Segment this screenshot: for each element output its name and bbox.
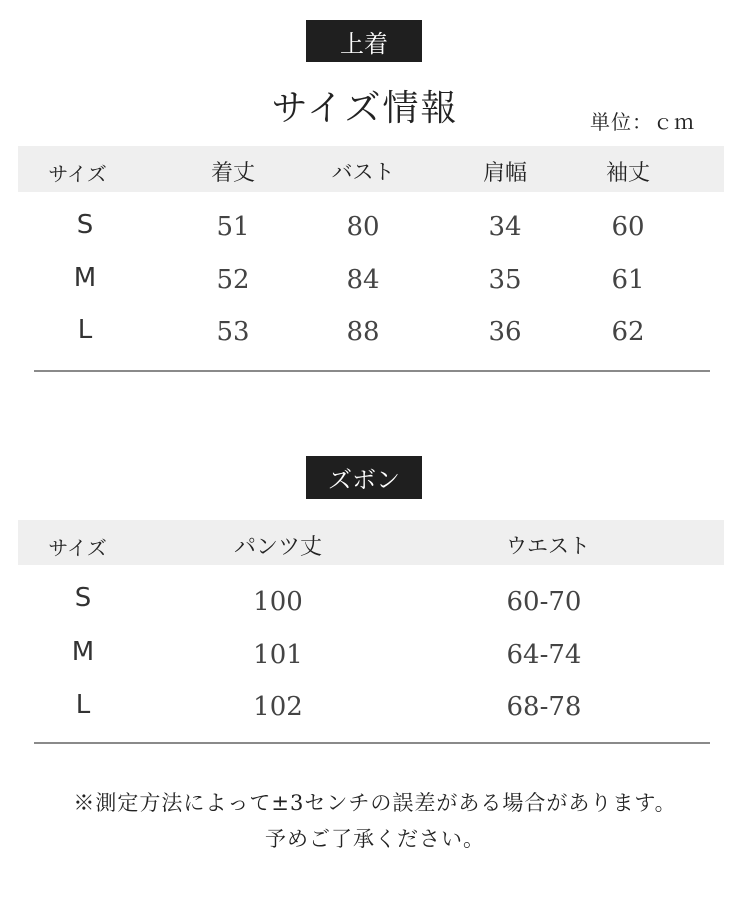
note-line-1: ※測定方法によって±3センチの誤差がある場合があります。 [73,791,677,815]
tops-header-shoulder: 肩幅 [482,161,527,186]
table-cell: 34 [488,212,522,242]
table-cell: 51 [216,212,250,242]
table-cell: 88 [346,317,380,347]
pants-header-length: パンツ丈 [233,535,322,560]
unit-label: 単位：ｃｍ [590,110,695,134]
pants-table-header [18,520,724,565]
pants-divider [34,742,710,744]
table-cell: 102 [253,692,303,722]
tops-header-bust: バスト [331,160,395,184]
table-cell: 68-78 [506,692,582,722]
table-cell-size: M [73,263,97,293]
table-cell: 100 [253,587,303,617]
tops-header-size: サイズ [48,162,107,186]
pants-tag: ズボン [306,456,422,499]
table-cell: 101 [253,640,303,670]
table-cell-size: L [75,690,91,720]
pants-header-size: サイズ [48,536,107,560]
table-cell: 80 [346,212,380,242]
table-cell: 60 [611,212,645,242]
table-cell-size: S [74,583,92,613]
table-cell: 84 [346,265,380,295]
table-cell: 62 [611,317,645,347]
table-cell: 60-70 [506,587,582,617]
table-cell-size: M [71,637,95,667]
pants-header-waist: ウエスト [506,534,590,558]
table-cell-size: S [76,210,94,240]
table-cell: 36 [488,317,522,347]
tops-header-sleeve: 袖丈 [605,161,650,186]
table-cell: 53 [216,317,250,347]
table-cell: 61 [611,265,645,295]
tops-tag: 上着 [306,20,422,62]
page-title: サイズ情報 [271,88,459,129]
table-cell: 35 [488,265,522,295]
tops-header-length: 着丈 [210,161,255,186]
note-line-2: 予めご了承ください。 [265,827,485,851]
tops-divider [34,370,710,372]
table-cell: 64-74 [506,640,582,670]
table-cell: 52 [216,265,250,295]
table-cell-size: L [77,315,93,345]
